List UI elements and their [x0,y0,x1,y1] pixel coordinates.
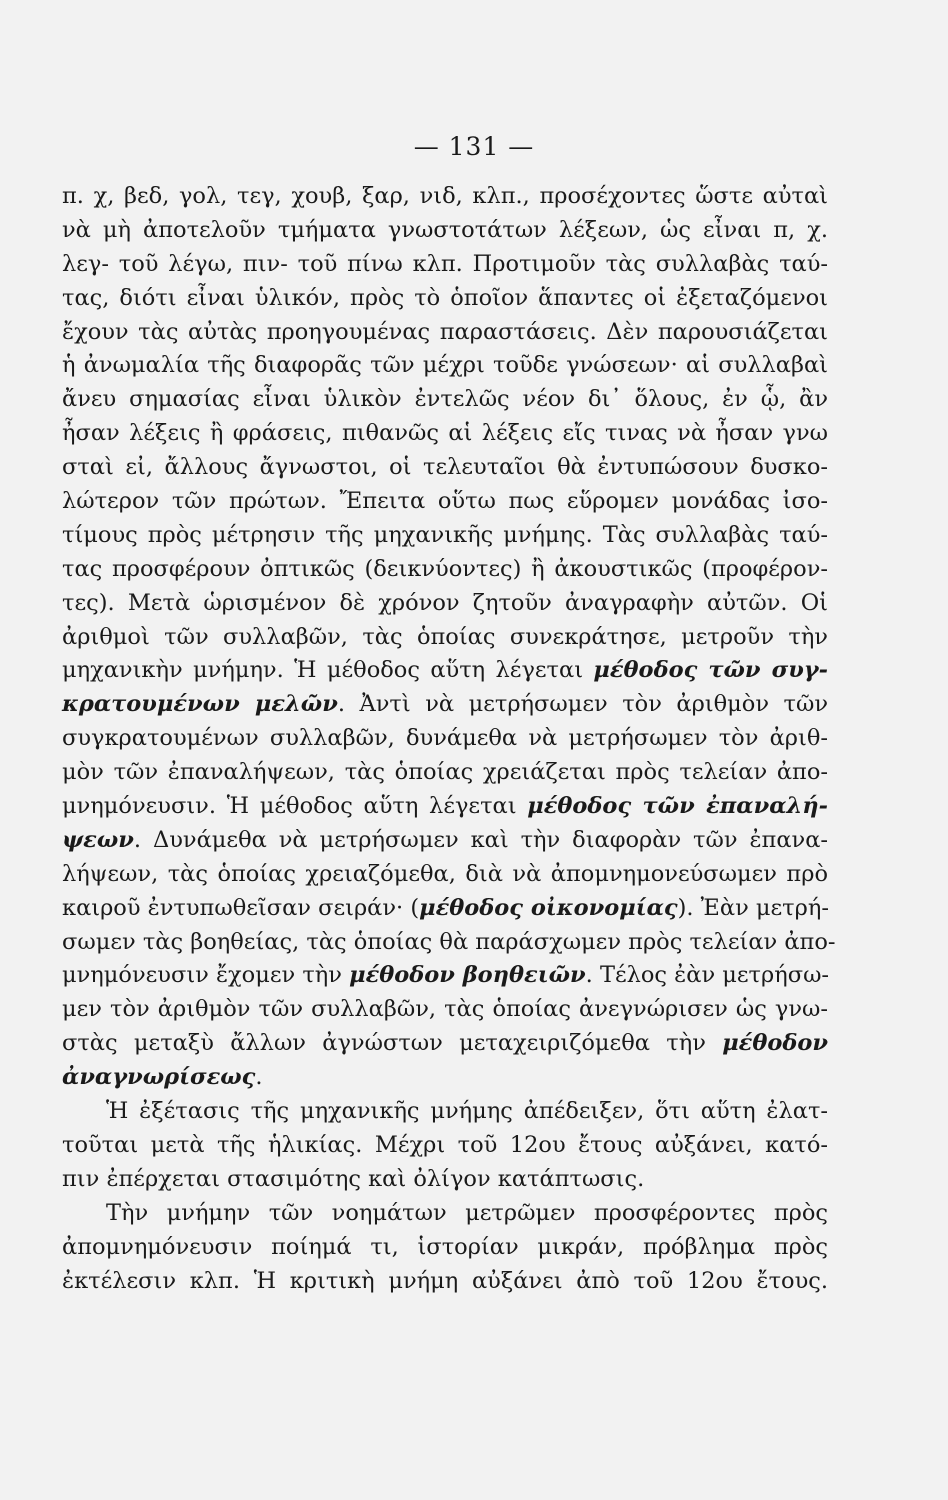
text-line [62,1061,828,1095]
text-line [62,451,828,485]
text-line [62,926,836,960]
text-line [62,993,828,1027]
text-line [62,1163,828,1197]
emphasized-term: μέθοδος οἰκονομίας [419,894,678,921]
text-line [62,417,828,451]
text-line [62,248,828,282]
text-segment: Τὴν μνήμην τῶν νοημάτων μετρῶμεν προσφέροντες πρὸς [106,1199,828,1226]
text-segment: τες). Μετὰ ὡρισμένον δὲ χρόνον ζητοῦν ἀναγραφὴν αὐτῶν. Οἱ [62,589,828,616]
text-segment: πιν ἐπέρχεται στασιμότης καὶ ὀλίγον κατάπτωσις. [62,1165,645,1192]
text-line [62,892,828,926]
text-segment: . Ἀντὶ νὰ μετρήσωμεν τὸν ἀριθμὸν τῶν [337,691,828,718]
text-line [62,1129,828,1163]
text-line [62,1027,828,1061]
text-line [62,756,828,790]
text-line [62,587,828,621]
emphasized-term: μέθοδος τῶν συγ- [593,657,828,684]
text-segment: μνημόνευσιν ἔχομεν τὴν [62,962,350,989]
text-line [62,316,828,350]
text-segment: ). Ἐὰν μετρή- [677,894,829,921]
text-segment: τοῦται μετὰ τῆς ἡλικίας. Μέχρι τοῦ 12ου ἔτους αὐξάνει, κατό- [62,1131,828,1158]
body-text [62,180,836,1298]
text-line [62,1197,828,1231]
text-line [62,824,828,858]
text-segment: καιροῦ ἐντυπωθεῖσαν σειράν· ( [62,894,420,921]
text-segment: μὸν τῶν ἐπαναλήψεων, τὰς ὁποίας χρειάζεται πρὸς τελείαν ἀπο- [62,759,828,786]
text-segment: . Δυνάμεθα νὰ μετρήσωμεν καὶ τὴν διαφορὰν τῶν ἐπανα- [133,826,828,853]
text-segment: τας, διότι εἶναι ὑλικόν, πρὸς τὸ ὁποῖον ἅπαντες οἱ ἐξεταζόμενοι [62,284,828,311]
text-segment: ἀπομνημόνευσιν ποίημά τι, ἱστορίαν μικράν, πρόβλημα πρὸς [62,1233,828,1260]
text-segment: τας προσφέρουν ὀπτικῶς (δεικνύοντες) ἢ ἀκουστικῶς (προφέρον- [62,555,828,582]
text-segment: λώτερον τῶν πρώτων. Ἔπειτα οὕτω πως εὕρομεν μονάδας ἰσο- [62,488,828,515]
emphasized-term: μέθοδον [722,1030,828,1057]
text-segment: . [255,1064,263,1091]
text-line [62,621,828,655]
text-segment: ἄνευ σημασίας εἶναι ὑλικὸν ἐντελῶς νέον δι᾽ ὅλους, ἐν ᾧ, ἂν [62,386,828,413]
text-segment: . Τέλος ἐὰν μετρήσω- [585,962,830,989]
text-segment: στὰς μεταξὺ ἄλλων ἀγνώστων μεταχειριζόμεθα τὴν [62,1030,723,1057]
text-line [62,349,828,383]
emphasized-term: μέθοδος τῶν ἐπαναλή- [527,793,828,820]
text-line [62,180,828,214]
text-line [62,1095,828,1129]
text-segment: λήψεων, τὰς ὁποίας χρειαζόμεθα, διὰ νὰ ἀπομνημονεύσωμεν πρὸ [62,860,828,887]
emphasized-term: κρατουμένων μελῶν [62,691,338,718]
emphasized-term: ἀναγνωρίσεως [62,1064,256,1091]
text-segment: σωμεν τὰς βοηθείας, τὰς ὁποίας θὰ παράσχωμεν πρὸς τελείαν ἀπο- [62,928,836,955]
text-segment: μνημόνευσιν. Ἡ μέθοδος αὕτη λέγεται [62,793,528,820]
text-segment: σταὶ εἰ, ἄλλους ἄγνωστοι, οἱ τελευταῖοι θὰ ἐντυπώσουν δυσκο- [62,454,828,481]
page-number: — 131 — [413,132,535,161]
text-segment: ἀριθμοὶ τῶν συλλαβῶν, τὰς ὁποίας συνεκράτησε, μετροῦν τὴν [62,623,828,650]
text-line [62,553,828,587]
text-segment: ἐκτέλεσιν κλπ. Ἡ κριτικὴ μνήμη αὐξάνει ἀπὸ τοῦ 12ου ἔτους. [62,1267,828,1294]
text-segment: Ἡ ἐξέτασις τῆς μηχανικῆς μνήμης ἀπέδειξεν, ὅτι αὕτη ἐλατ- [106,1098,828,1125]
text-segment: ἦσαν λέξεις ἢ φράσεις, πιθανῶς αἱ λέξεις εἴς τινας νὰ ἦσαν γνω [62,420,828,447]
text-line [62,959,828,993]
text-line [62,654,828,688]
text-line [62,1231,828,1265]
text-segment: ἡ ἀνωμαλία τῆς διαφορᾶς τῶν μέχρι τοῦδε γνώσεων· αἱ συλλαβαὶ [62,352,828,379]
text-line [62,485,828,519]
text-segment: τίμους πρὸς μέτρησιν τῆς μηχανικῆς μνήμης. Τὰς συλλαβὰς ταύ- [62,521,828,548]
emphasized-term: ψεων [62,826,134,853]
text-segment: λεγ- τοῦ λέγω, πιν- τοῦ πίνω κλπ. Προτιμοῦν τὰς συλλαβὰς ταύ- [62,250,828,277]
text-segment: μεν τὸν ἀριθμὸν τῶν συλλαβῶν, τὰς ὁποίας ἀνεγνώρισεν ὡς γνω- [62,996,828,1023]
text-segment: μηχανικὴν μνήμην. Ἡ μέθοδος αὕτη λέγεται [62,657,594,684]
text-line [62,282,828,316]
text-line [62,790,828,824]
text-line [62,858,828,892]
text-line [62,688,828,722]
text-line [62,722,828,756]
text-segment: συγκρατουμένων συλλαβῶν, δυνάμεθα νὰ μετρήσωμεν τὸν ἀριθ- [62,725,828,752]
text-line [62,383,828,417]
text-line [62,214,828,248]
text-segment: νὰ μὴ ἀποτελοῦν τμήματα γνωστοτάτων λέξεων, ὡς εἶναι π, χ. [62,216,828,243]
text-segment: ἔχουν τὰς αὐτὰς προηγουμένας παραστάσεις. Δὲν παρουσιάζεται [62,318,828,345]
text-line [62,1265,828,1299]
text-line [62,519,828,553]
text-segment: π. χ, βεδ, γολ, τεγ, χουβ, ξαρ, νιδ, κλπ., προσέχοντες ὥστε αὐταὶ [62,183,828,209]
emphasized-term: μέθοδον βοηθειῶν [349,962,586,989]
